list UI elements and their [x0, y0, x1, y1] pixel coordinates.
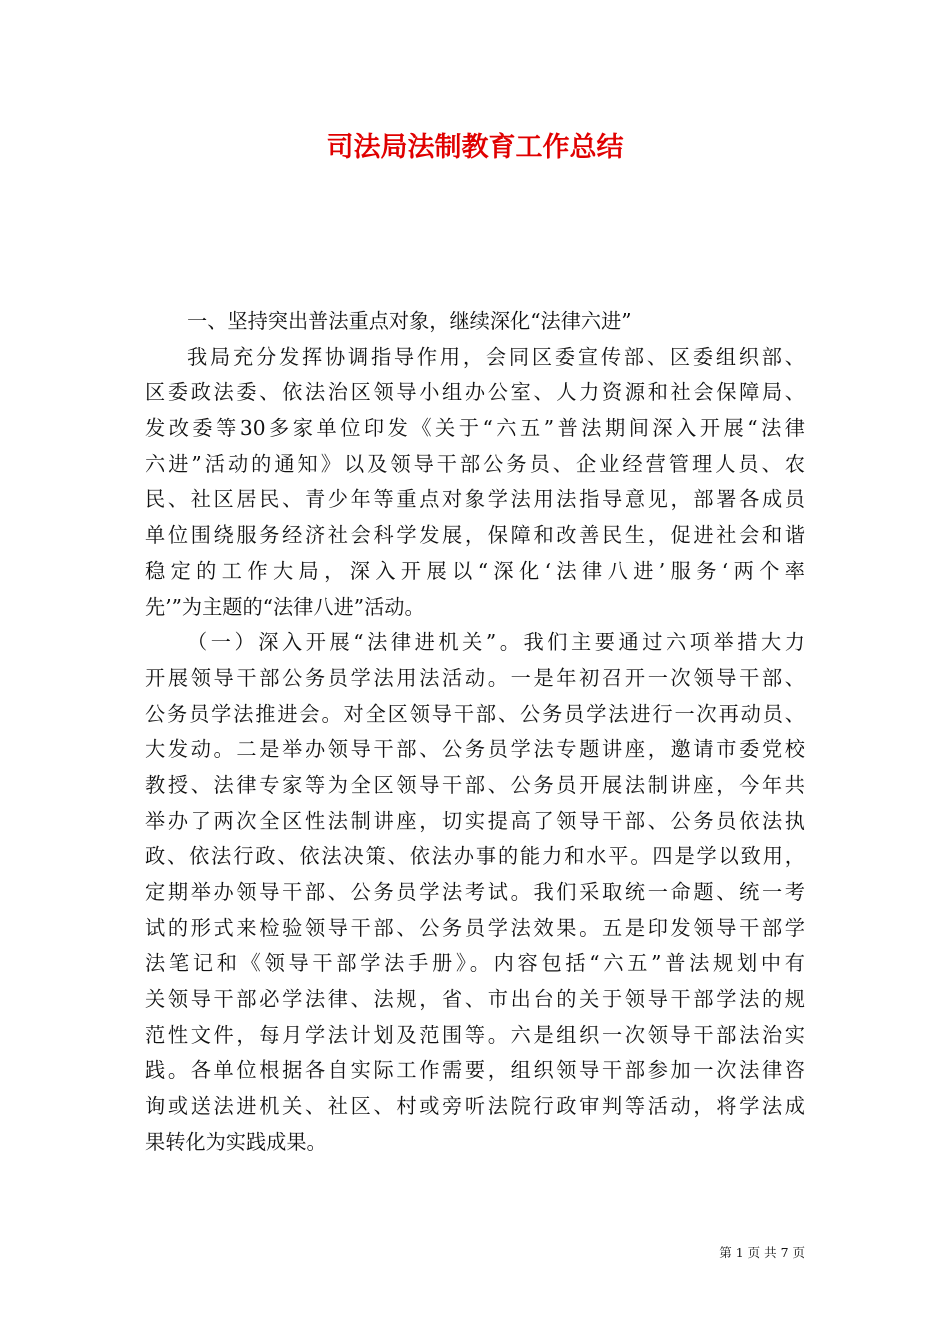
paragraph-line: 法笔记和《领导干部学法手册》。内容包括“六五”普法规划中有	[145, 951, 805, 976]
section-heading: 一、坚持突出普法重点对象，继续深化“法律六进”	[187, 309, 632, 333]
paragraph-line: 开展领导干部公务员学法用法活动。一是年初召开一次领导干部、	[145, 665, 805, 690]
paragraph-line: 大发动。二是举办领导干部、公务员学法专题讲座，邀请市委党校	[145, 737, 805, 762]
paragraph-line: 区委政法委、依法治区领导小组办公室、人力资源和社会保障局、	[145, 380, 805, 405]
document-body	[145, 304, 805, 1161]
paragraph-line: 试的形式来检验领导干部、公务员学法效果。五是印发领导干部学	[145, 915, 805, 940]
paragraph-line: 践。各单位根据各自实际工作需要，组织领导干部参加一次法律咨	[145, 1058, 805, 1083]
document-title: 司法局法制教育工作总结	[326, 132, 624, 163]
paragraph-line: 先’”为主题的“法律八进”活动。	[145, 594, 425, 619]
paragraph-line: 教授、法律专家等为全区领导干部、公务员开展法制讲座，今年共	[145, 772, 805, 797]
paragraph-line: 民、社区居民、青少年等重点对象学法用法指导意见，部署各成员	[145, 487, 805, 512]
paragraph-line: 政、依法行政、依法决策、依法办事的能力和水平。四是学以致用，	[145, 844, 805, 869]
paragraph-line: 举办了两次全区性法制讲座，切实提高了领导干部、公务员依法执	[145, 808, 805, 833]
paragraph-line: 定期举办领导干部、公务员学法考试。我们采取统一命题、统一考	[145, 880, 805, 904]
page-number: 第 1 页 共 7 页	[719, 1245, 805, 1260]
paragraph-line: 范性文件，每月学法计划及范围等。六是组织一次领导干部法治实	[145, 1022, 805, 1047]
paragraph-line: 公务员学法推进会。对全区领导干部、公务员学法进行一次再动员、	[145, 701, 805, 726]
paragraph-line: 果转化为实践成果。	[145, 1129, 327, 1154]
paragraph-line: 发改委等30多家单位印发《关于“六五”普法期间深入开展“法律	[145, 416, 805, 441]
paragraph-line: 关领导干部必学法律、法规，省、市出台的关于领导干部学法的规	[145, 987, 805, 1012]
paragraph-line: 稳定的工作大局，深入开展以“深化‘法律八进’服务‘两个率	[145, 558, 805, 583]
paragraph-line: 单位围绕服务经济社会科学发展，保障和改善民生，促进社会和谐	[145, 523, 805, 548]
paragraph-line: 我局充分发挥协调指导作用，会同区委宣传部、区委组织部、	[187, 344, 805, 369]
paragraph-line: 六进”活动的通知》以及领导干部公务员、企业经营管理人员、农	[145, 451, 805, 476]
paragraph-line: 询或送法进机关、社区、村或旁听法院行政审判等活动，将学法成	[145, 1094, 805, 1119]
paragraph-line: （一）深入开展“法律进机关”。我们主要通过六项举措大力	[187, 630, 805, 655]
